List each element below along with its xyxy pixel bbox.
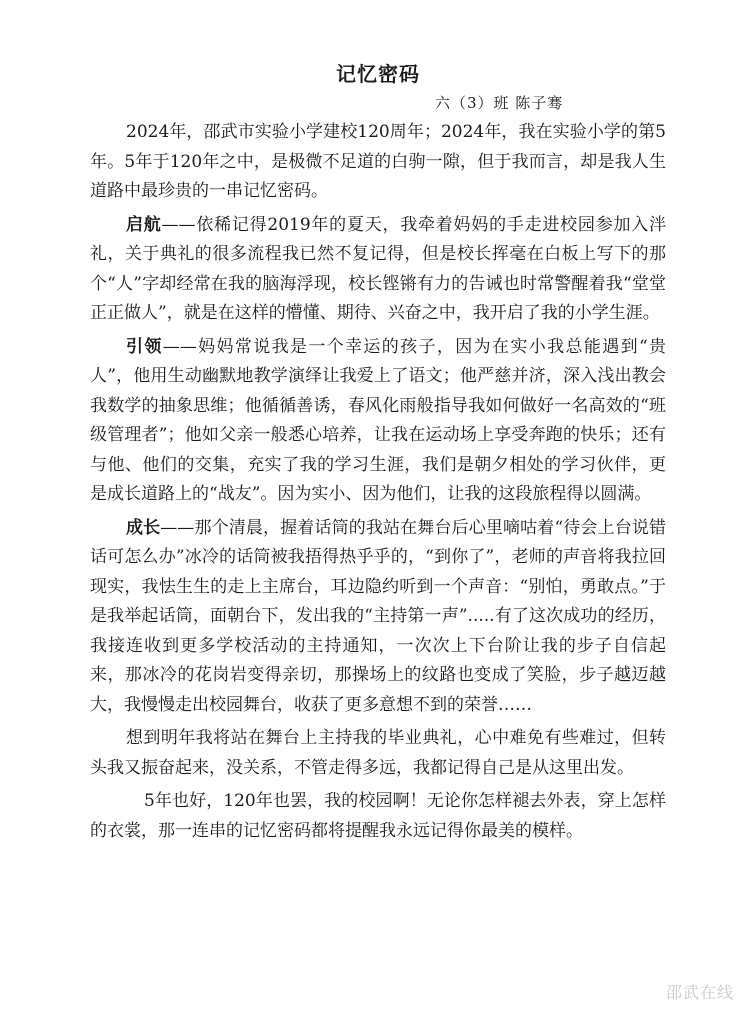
author-byline: 六（3）班 陈子骞 (435, 94, 564, 112)
paragraph (90, 333, 666, 510)
paragraph (90, 724, 666, 783)
paragraph-text: ——那个清晨，握着话筒的我站在舞台后心里嘀咕着“待会上台说错话可怎么办”冰冷的话筒被我捂得热乎乎的，“到你了”，老师的声音将我拉回现实，我怯生生的走上主席台，耳边隐约听到一个声音：“别怕，勇敢点。”于是我举起话筒，面朝台下，发出我的“主持第一声”.....有了这次成功的经历，我接连收到更多学校活动的主持通知，一次次上下台阶让我的步子自信起来，那冰冷的花岗岩变得亲切，那操场上的纹路也变成了笑脸，步子越迈越大，我慢慢走出校园舞台，收获了更多意想不到的荣誉…… (90, 517, 666, 715)
paragraph-lead: 引领 (126, 336, 163, 357)
paragraph (90, 514, 666, 721)
paragraph-lead: 启航 (126, 214, 162, 235)
paragraph (90, 787, 666, 846)
paragraph-text: ——妈妈常说我是一个幸运的孩子，因为在实小我总能遇到“贵人”，他用生动幽默地教学演绎让我爱上了语文；他严慈并济，深入浅出教会我数学的抽象思维；他循循善诱，春风化雨般指导我如何做好一名高效的“班级管理者”；他如父亲一般悉心培养，让我在运动场上享受奔跑的快乐；还有与他、他们的交集，充实了我的学习生涯，我们是朝夕相处的学习伙伴，更是成长道路上的“战友”。因为实小、因为他们，让我的这段旅程得以圆满。 (90, 336, 667, 504)
source-watermark: 邵武在线 (665, 983, 734, 1002)
paragraph-text: 5年也好，120年也罢，我的校园啊！无论你怎样褪去外表，穿上怎样的衣裳，那一连串的记忆密码都将提醒我永远记得你最美的模样。 (90, 791, 666, 841)
paragraph (90, 118, 666, 207)
essay-body (90, 118, 666, 850)
paragraph-text: 想到明年我将站在舞台上主持我的毕业典礼，心中难免有些难过，但转头我又振奋起来，没关系，不管走得多远，我都记得自己是从这里出发。 (90, 728, 666, 778)
paragraph-text: 2024年，邵武市实验小学建校120周年；2024年，我在实验小学的第5年。5年于120年之中，是极微不足道的白驹一隙，但于我而言，却是我人生道路中最珍贵的一串记忆密码。 (90, 122, 666, 201)
paragraph-text: ——依稀记得2019年的夏天，我牵着妈妈的手走进校园参加入泮礼，关于典礼的很多流程我已然不复记得，但是校长挥毫在白板上写下的那个“人”字却经常在我的脑海浮现，校长铿锵有力的告诫也时常警醒着我“堂堂正正做人”，就是在这样的懵懂、期待、兴奋之中，我开启了我的小学生涯。 (90, 214, 667, 323)
paragraph-lead: 成长 (126, 517, 161, 538)
paragraph (90, 211, 666, 329)
essay-title: 记忆密码 (336, 62, 420, 86)
